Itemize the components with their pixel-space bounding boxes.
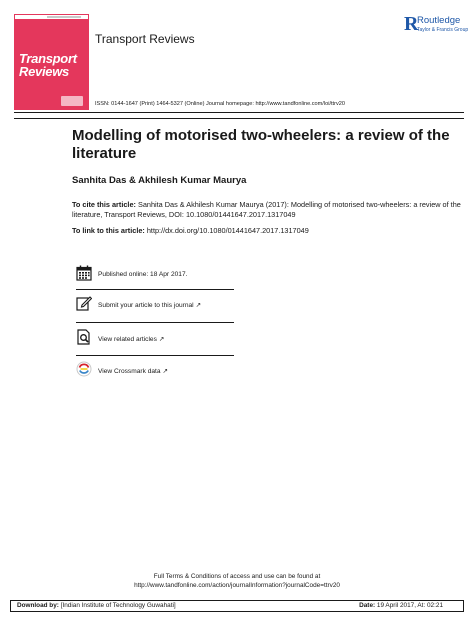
journal-name: Transport Reviews	[95, 32, 195, 46]
download-by	[17, 602, 176, 609]
publisher-name: Routledge	[417, 15, 461, 26]
article-doi-url[interactable]: http://dx.doi.org/10.1080/01441647.2017.1317049	[146, 226, 309, 235]
issn-line: ISSN: 0144-1647 (Print) 1464-5327 (Online) Journal homepage: http://www.tandfonline.com/loi/ttrv20	[95, 101, 345, 107]
submit-article-row[interactable]	[76, 295, 236, 317]
crossmark-icon	[76, 361, 94, 379]
submit-article-label: Submit your article to this journal	[98, 302, 194, 309]
citation-block	[72, 200, 464, 220]
related-articles-link[interactable]	[98, 335, 164, 343]
published-online-row	[76, 265, 236, 287]
cite-text: Sanhita Das & Akhilesh Kumar Maurya (2017): Modelling of motorised two-wheelers: a review of the literature, Transport Reviews, DOI:	[72, 200, 461, 219]
publisher-logo	[404, 13, 469, 36]
action-divider	[76, 322, 234, 323]
external-link-icon: ↗	[162, 368, 169, 375]
article-title: Modelling of motorised two-wheelers: a review of the literature	[72, 127, 450, 162]
external-link-icon: ↗	[195, 302, 202, 309]
terms-line: Full Terms & Conditions of access and use can be found at	[153, 573, 321, 580]
download-by-label: Download by:	[17, 602, 59, 609]
crossmark-label: View Crossmark data	[98, 368, 161, 375]
calendar-icon	[76, 265, 94, 283]
action-divider	[76, 289, 234, 290]
terms-notice	[0, 573, 474, 590]
download-date-label: Date:	[359, 602, 376, 609]
download-by-value: [Indian Institute of Technology Guwahati]	[60, 602, 176, 609]
published-online-label: Published online: 18 Apr 2017.	[98, 271, 188, 278]
cover-title-line1: Transport	[19, 51, 77, 66]
article-authors: Sanhita Das & Akhilesh Kumar Maurya	[72, 175, 247, 186]
header-divider-secondary	[14, 118, 464, 119]
download-date-value: 19 April 2017, At: 02:21	[376, 602, 443, 609]
cite-doi-link[interactable]: 10.1080/01441647.2017.1317049	[185, 210, 296, 219]
submit-article-link[interactable]	[98, 301, 201, 309]
publisher-mark-icon: R	[404, 13, 419, 35]
related-articles-label: View related articles	[98, 336, 157, 343]
terms-url[interactable]: http://www.tandfonline.com/action/journalInformation?journalCode=ttrv20	[134, 581, 340, 589]
related-articles-row[interactable]	[76, 329, 236, 351]
crossmark-row[interactable]	[76, 361, 236, 383]
journal-cover-image	[14, 14, 89, 110]
cover-publisher-badge	[61, 96, 83, 106]
header-divider	[14, 112, 464, 113]
cover-title-line2: Reviews	[19, 64, 69, 79]
related-articles-icon	[76, 329, 94, 347]
publisher-subtitle: Taylor & Francis Group	[417, 27, 469, 33]
link-line	[72, 226, 309, 235]
download-info-bar	[10, 600, 464, 612]
download-date	[359, 602, 443, 609]
cover-title	[19, 52, 77, 78]
edit-icon	[76, 295, 94, 313]
action-divider	[76, 355, 234, 356]
cite-label: To cite this article:	[72, 200, 136, 209]
external-link-icon: ↗	[158, 336, 165, 343]
link-label: To link to this article:	[72, 226, 145, 235]
crossmark-link[interactable]	[98, 367, 168, 375]
cover-top-band	[14, 14, 89, 20]
